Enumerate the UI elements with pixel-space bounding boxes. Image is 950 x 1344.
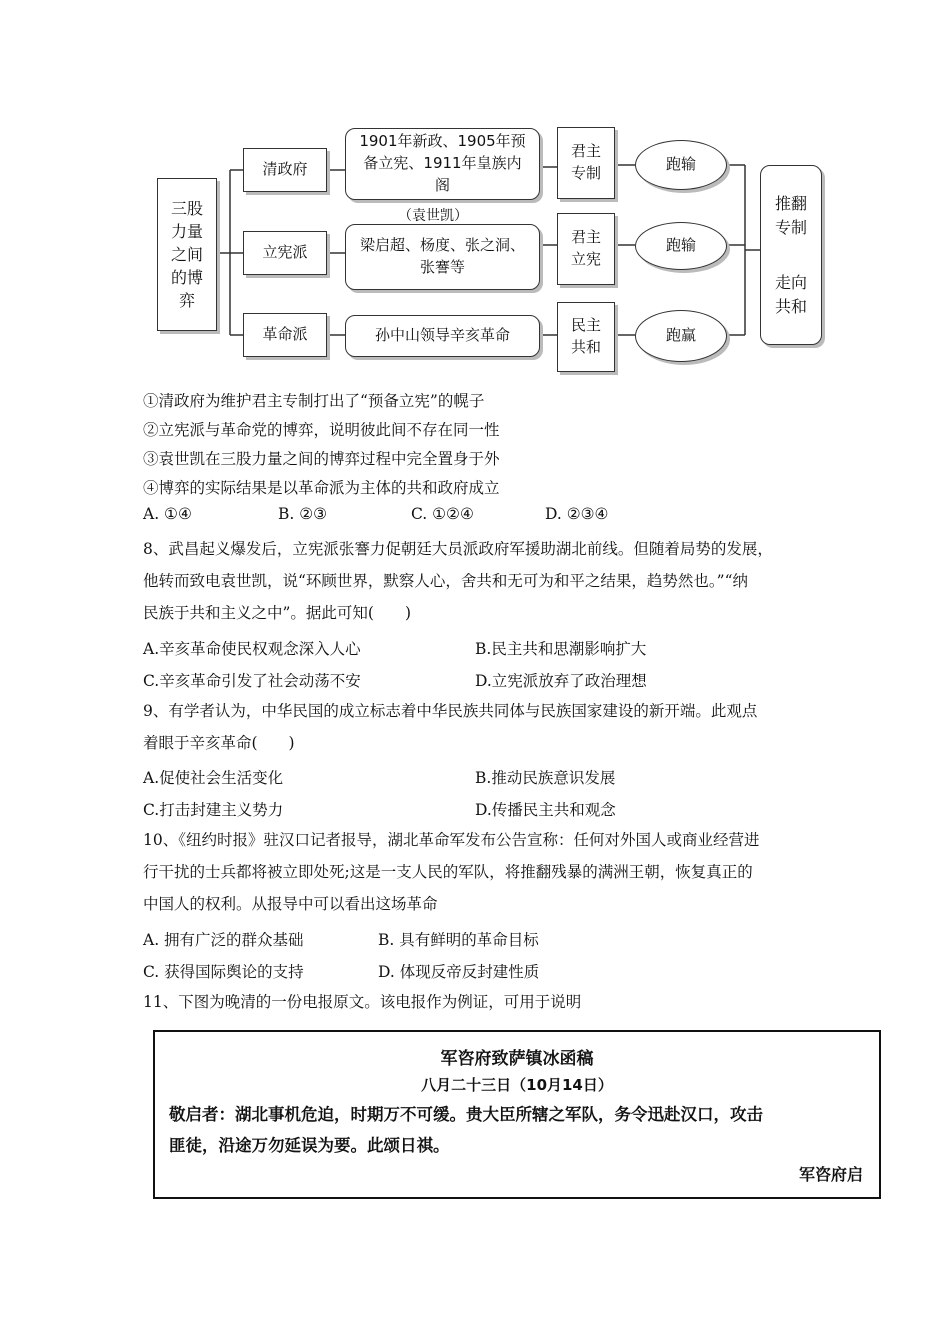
system-constitutional: [557, 213, 615, 285]
system-label: 民主共和: [570, 316, 601, 356]
q10-option-d[interactable]: D. 体现反帝反封建性质: [378, 963, 540, 981]
telegram-body-line: 匪徒，沿途万勿延误为要。此颂日祺。: [169, 1136, 450, 1155]
q11-stem: 11、下图为晚清的一份电报原文。该电报作为例证，可用于说明: [143, 993, 582, 1011]
q10-stem: [143, 824, 823, 920]
stem-line: 民族于共和主义之中”。据此可知( ): [143, 604, 412, 622]
q9-option-a[interactable]: A.促使社会生活变化: [143, 769, 284, 787]
detail-constitutional: [345, 224, 540, 290]
faction-label: 清政府: [262, 160, 308, 179]
stem-line: 10、《纽约时报》驻汉口记者报导，湖北革命军发布公告宣称：任何对外国人或商业经营进: [143, 831, 760, 849]
statement: ②立宪派与革命党的博弈，说明彼此间不存在同一性: [143, 421, 500, 439]
q7-option-a[interactable]: A. ①④: [143, 505, 192, 523]
system-label: 君主立宪: [570, 228, 601, 268]
stem-line: 着眼于辛亥革命( ): [143, 734, 295, 752]
q10-option-a[interactable]: A. 拥有广泛的群众基础: [143, 931, 304, 949]
telegram-body-line: 敬启者：湖北事机危迫，时期万不可缓。贵大臣所辖之军队，务令迅赴汉口，攻击: [169, 1105, 763, 1124]
statement: ④博弈的实际结果是以革命派为主体的共和政府成立: [143, 479, 500, 497]
system-republic: [557, 302, 615, 372]
detail-revolutionary: [345, 315, 540, 357]
final-box: [760, 165, 822, 345]
telegram-signature: 军咨府启: [798, 1165, 863, 1184]
root-box: [157, 178, 217, 331]
detail-label: 梁启超、杨度、张之洞、张謇等: [359, 236, 525, 276]
stem-line: 他转而致电袁世凯，说“环顾世界，默察人心，舍共和无可为和平之结果，趋势然也。”“纳: [143, 572, 749, 590]
result-oval-3: [635, 310, 727, 362]
statement: ③袁世凯在三股力量之间的博弈过程中完全置身于外: [143, 450, 500, 468]
stem-line: 8、武昌起义爆发后，立宪派张謇力促朝廷大员派政府军援助湖北前线。但随着局势的发展，: [143, 540, 773, 558]
faction-revolutionary: [243, 313, 327, 357]
result-label: 跑输: [665, 236, 696, 255]
stem-line: 行干扰的士兵都将被立即处死;这是一支人民的军队，将推翻残暴的满洲王朝，恢复真正的: [143, 863, 753, 881]
q9-option-b[interactable]: B.推动民族意识发展: [475, 769, 616, 787]
faction-diagram: [0, 0, 950, 380]
q9-option-c[interactable]: C.打击封建主义势力: [143, 801, 284, 819]
q7-option-d[interactable]: D. ②③④: [545, 505, 609, 523]
q8-stem: [143, 533, 823, 629]
q8-option-d[interactable]: D.立宪派放弃了政治理想: [475, 672, 647, 690]
faction-qing: [243, 148, 327, 192]
system-autocracy: [557, 127, 615, 199]
q7-statements: [143, 385, 823, 504]
result-label: 跑赢: [665, 326, 696, 345]
stem-line: 中国人的权利。从报导中可以看出这场革命: [143, 895, 438, 913]
statement: ①清政府为维护君主专制打出了“预备立宪”的幌子: [143, 392, 485, 410]
q8-option-b[interactable]: B.民主共和思潮影响扩大: [475, 640, 647, 658]
q7-option-c[interactable]: C. ①②④: [411, 505, 474, 523]
q9-stem: [143, 695, 823, 759]
detail-label: 1901年新政、1905年预备立宪、1911年皇族内阁: [359, 132, 526, 194]
telegram-box: [153, 1030, 881, 1199]
q8-option-c[interactable]: C.辛亥革命引发了社会动荡不安: [143, 672, 361, 690]
q9-option-d[interactable]: D.传播民主共和观念: [475, 801, 616, 819]
result-oval-2: [635, 222, 727, 270]
detail-label: 孙中山领导辛亥革命: [374, 326, 510, 345]
q8-option-a[interactable]: A.辛亥革命使民权观念深入人心: [143, 640, 361, 658]
detail-qing: [345, 128, 540, 200]
system-label: 君主专制: [570, 142, 601, 182]
faction-constitutional: [243, 231, 327, 275]
yuan-note: （袁世凯）: [398, 208, 468, 224]
final-bottom-label: 走向共和: [774, 273, 807, 316]
q10-option-c[interactable]: C. 获得国际舆论的支持: [143, 963, 304, 981]
result-label: 跑输: [665, 155, 696, 174]
q7-option-b[interactable]: B. ②③: [278, 505, 328, 523]
root-label: 三股力量之间的博弈: [170, 198, 203, 311]
final-top-label: 推翻专制: [774, 194, 807, 237]
faction-label: 革命派: [262, 325, 308, 344]
result-oval-1: [635, 140, 727, 190]
telegram-date: 八月二十三日（10月14日）: [421, 1076, 613, 1094]
telegram-title: 军咨府致萨镇冰函稿: [440, 1049, 594, 1069]
stem-line: 9、有学者认为，中华民国的成立标志着中华民族共同体与民族国家建设的新开端。此观点: [143, 702, 758, 720]
q10-option-b[interactable]: B. 具有鲜明的革命目标: [378, 931, 539, 949]
faction-label: 立宪派: [262, 243, 308, 262]
